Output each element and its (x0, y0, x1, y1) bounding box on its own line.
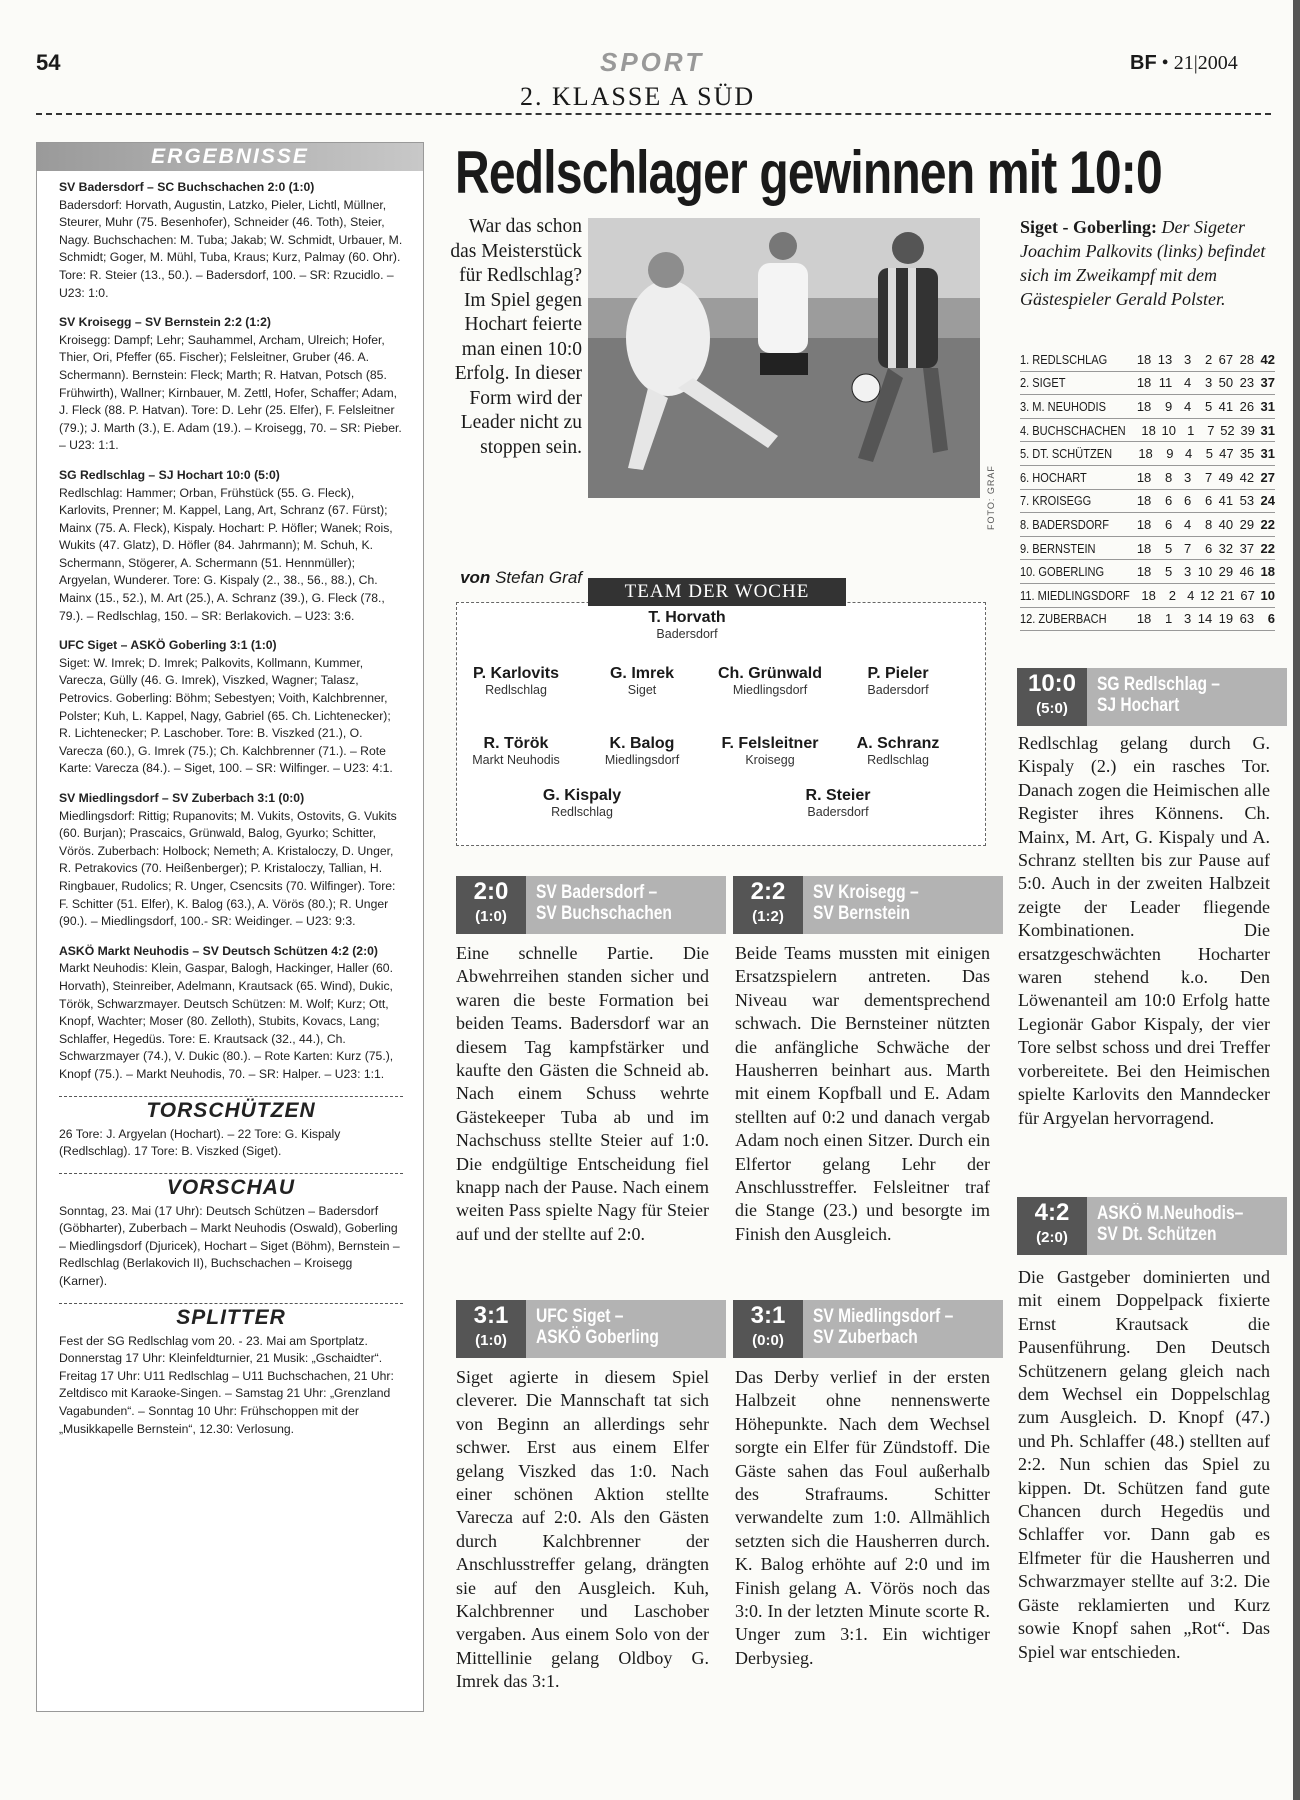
stat-cell: 32 (1218, 540, 1234, 556)
stat-cell: 63 (1239, 611, 1255, 627)
results-column (36, 142, 424, 1712)
byline-author: Stefan Graf (495, 568, 582, 587)
issue-separator: • (1161, 52, 1169, 74)
team-away: SV Buchschachen (536, 903, 672, 924)
stat-cell: 7 (1207, 422, 1215, 438)
stat-cell: 42 (1260, 351, 1276, 367)
stat-cell: 67 (1218, 351, 1234, 367)
standings-row (1020, 584, 1275, 608)
score: 3:1 (750, 1302, 786, 1329)
scorers-text: 26 Tore: J. Argyelan (Hochart). – 22 Tore: G. Kispaly (Redlschlag). 17 Tore: B. Viszked (Siget). (59, 1126, 341, 1159)
result-game-2 (59, 314, 403, 455)
results-heading: ERGEBNISSE (37, 143, 423, 171)
player-club: Redlschlag (867, 753, 929, 767)
team-name: 9. BERNSTEIN (1020, 540, 1096, 556)
score: 2:2 (750, 878, 786, 905)
game-details: Kroisegg: Dampf; Lehr; Sauhammel, Archam, Ulreich; Hofer, Thier, Ori, Pfeffer (65. Fischer); Felsleitner, Gruber (46. A. Schermann). Bernstein: Fleck; Marth; R. Hatvan, Potsch (85. Frühwirth), Wallner; Kirnbauer, M. Zettl, Hofer, Schaffer; Adam, J. Fleck (88. P. Hatvan). Tore: D. Lehr (25. Elfer), F. Felsleitner (79.); J. Marth (3.), E. Adam (19.). – Kroisegg, 70. – SR: Pieber. – U23: 1:1. (59, 332, 402, 453)
score-box (733, 876, 1003, 934)
stat-cell: 53 (1239, 493, 1255, 509)
stat-cell: 6 (1204, 493, 1213, 509)
standings-row (1020, 348, 1275, 372)
report-text: Beide Teams mussten mit einigen Ersatzspielern antreten. Das Niveau war dementsprechend schwach. Die Bernsteiner nützten die anfängliche Schwäche der Hausherren beinhart aus. Marth mit einem Kopfball und E. Adam stellten auf 0:2 und danach vergab Adam noch einen Sitzer. Durch ein Elfertor gelang Lehr der Anschlusstreffer. Felsleitner traf die Stange (23.) und besorgte im Finish den Ausgleich. (735, 943, 990, 1244)
stat-cell: 10 (1197, 564, 1213, 580)
stat-cell: 5 (1205, 446, 1213, 462)
stat-cell: 18 (1138, 446, 1153, 462)
section-title: SPORT (600, 47, 705, 77)
stat-cell: 40 (1218, 516, 1234, 532)
tow-player (451, 665, 581, 697)
stat-cell: 31 (1260, 422, 1276, 438)
intro-text: War das schon das Meisterstück für Redlschlag? Im Spiel gegen Hochart feierte man einen 10:0 Erfolg. In dieser Form wird der Leader nicht zu stoppen sein. (450, 216, 582, 458)
stat-cell: 4 (1184, 375, 1192, 391)
game-details: Markt Neuhodis: Klein, Gaspar, Balogh, Hackinger, Haller (60. Horvath), Steinreiber, Adelmann, Krautsack (65. Wind), Dukic, Török, Schwarzmayer. Deutsch Schützen: M. Wolf; Kurz; Ott, Knopf, Wachter; Moser (80. Zelloth), Stubits, Kovacs, Lang; Schlaffer, Hegedüs. Tore: E. Krautsack (32., 44.), Ch. Schwarzmayer (74.), V. Dukic (80.). – Rote Karten: Kurz (75.), Knopf (75.). – Markt Neuhodis, 70. – SR: Halper. – U23: 1:1. (59, 961, 394, 1081)
player-name: R. Török (483, 735, 549, 752)
team-name: 10. GOBERLING (1020, 564, 1105, 580)
report-text: Siget agierte in diesem Spiel cleverer. Die Mannschaft tat sich von Beginn an allerdings sehr schwer. Erst aus einem Elfer gelang Viszked das 1:0. Nach einer schönen Aktion stellte Varecza auf 2:0. Als den Gästen durch Kalchbrenner der Anschlusstreffer gelang, drängten sie auf den Ausgleich. Kuh, Kalchbrenner und Laschober vergaben. Aus einem Solo von der Mittellinie gelang Oldboy G. Imrek das 3:1. (456, 1367, 709, 1692)
player-club: Redlschlag (485, 683, 547, 697)
team-home: ASKÖ M.Neuhodis– (1097, 1203, 1244, 1224)
team-of-week (456, 602, 986, 846)
stat-cell: 8 (1165, 469, 1173, 485)
stat-cell: 4 (1184, 398, 1192, 414)
player-name: G. Imrek (609, 665, 675, 682)
stat-cell: 3 (1184, 351, 1192, 367)
player-name: R. Steier (805, 787, 871, 804)
player-club: Redlschlag (551, 805, 613, 819)
photo-credit: FOTO: GRAF (986, 465, 996, 530)
league-title: 2. KLASSE A SÜD (520, 82, 756, 111)
scorers-heading: TORSCHÜTZEN (59, 1096, 403, 1123)
game-title: SV Kroisegg – SV Bernstein 2:2 (1:2) (59, 315, 271, 330)
game-details: Redlschlag: Hammer; Orban, Frühstück (55. G. Fleck), Karlovits, Prenner; M. Kappel, Lang, Art, Schranz (67. Fürst); Mainx (75. A. Fleck), Kispaly. Hochart: P. Höfler; Wanek; Rois, Wukits (47. Glatz), D. Höfler (84. Jahrmann); M. Schuh, K. Schermann, Stögerer, A. Schermann (51. Hennmüller); Argyelan, Wunderer. Tore: G. Kispaly (2., 38., 56., 88.), Ch. Mainx (15., 52.), M. Art (25.), A. Schranz (39.), G. Fleck (78., 79.). – Redlschlag, 150. – SR: Berlakovich. – U23: 3:6. (59, 485, 393, 623)
team-name: 1. REDLSCHLAG (1020, 351, 1108, 367)
tow-player (773, 787, 903, 819)
stat-cell: 41 (1218, 398, 1234, 414)
tow-player (705, 735, 835, 767)
game-title: SV Badersdorf – SC Buchschachen 2:0 (1:0) (59, 180, 315, 194)
tow-player (705, 665, 835, 697)
stat-cell: 50 (1218, 375, 1234, 391)
stat-cell: 47 (1219, 446, 1234, 462)
game-details: Badersdorf: Horvath, Augustin, Latzko, Pieler, Lichtl, Müllner, Steurer, Muhr (75. Besenhofer), Schneider (46. Toth), Steier, Nagy. Buchschachen: M. Tuba; Jakab; W. Schmidt, Urbauer, M. Schmidt; Goger, M. Mühl, Tuba, Kraus; Kurz, Palmay (60. Ohr). Tore: R. Steier (13., 50.). – Badersdorf, 100. – SR: Rzucidlo. – U23: 1:0. (59, 197, 403, 300)
team-away: SV Dt. Schützen (1097, 1224, 1217, 1245)
stat-cell: 7 (1204, 469, 1213, 485)
standings-row (1020, 395, 1275, 419)
stat-cell: 3 (1184, 611, 1192, 627)
standings-row (1020, 419, 1275, 443)
issue-brand: BF (1130, 52, 1157, 74)
team-name: 6. HOCHART (1020, 469, 1087, 485)
stat-cell: 2 (1204, 351, 1213, 367)
stat-cell: 31 (1260, 446, 1276, 462)
report-text: Die Gastgeber dominierten und mit einem Doppelpack fixierte Ernst Krautsack die Pausenführung. Den Deutsch Schützenern gelang gleich nach dem Wechsel ein Doppelschlag zum Ausgleich. D. Knopf (47.) und Ph. Schlaffer (48.) stellten auf 2:2. Nun schien das Spiel zu kippen. Dt. Schützen fand gute Chancen durch Hegedüs und Schlaffer vor. Dann gab es Elfmeter für die Hausherren und Schwarzmayer stellte auf 3:2. Die Gäste reklamierten und Kurz sowie Knopf sahen „Rot“. Das Spiel war entschieden. (1018, 1267, 1270, 1662)
team-away: ASKÖ Goberling (536, 1327, 659, 1348)
game-details: Miedlingsdorf: Rittig; Rupanovits; M. Vukits, Ostovits, G. Vukits (60. Burjan); Prascaics, Grünwald, Balog, Gyurko; Schitter, Vörös. Zuberbach: Holbock; Nemeth; A. Kristaloczy, D. Unger, R. Petrakovics (70. Heißenberger); P. Kristaloczy, Tallian, H. Ringbauer, Rudolics; R. Unger, Csencsits (70. Wilfinger). Tore: F. Schitter (51. Elfer), K. Balog (63.), A. Vörös (80.); R. Unger (90.). – Miedlingsdorf, 100.- SR: Weidinger. – U23: 9:3. (59, 808, 397, 929)
stat-cell: 18 (1141, 422, 1156, 438)
stat-cell: 29 (1239, 516, 1255, 532)
team-name: 11. MIEDLINGSDORF (1020, 587, 1130, 603)
game-title: SV Miedlingsdorf – SV Zuberbach 3:1 (0:0) (59, 791, 305, 805)
player-name: P. Pieler (867, 665, 929, 682)
stat-cell: 10 (1260, 587, 1276, 603)
stat-cell: 18 (1141, 587, 1156, 603)
stat-cell: 1 (1165, 611, 1173, 627)
stat-cell: 19 (1218, 611, 1234, 627)
preview-heading: VORSCHAU (59, 1173, 403, 1200)
stat-cell: 22 (1260, 540, 1276, 556)
team-home: SV Badersdorf – (536, 882, 658, 903)
caption-text: Der Sigeter Joachim Palkovits (links) befindet sich im Zweikampf mit dem Gästespieler Gerald Polster. (1020, 217, 1266, 309)
page-edge (1293, 0, 1300, 1800)
score: 2:0 (473, 878, 509, 905)
stat-cell: 21 (1220, 587, 1235, 603)
stat-cell: 12 (1200, 587, 1215, 603)
stat-cell: 6 (1184, 493, 1192, 509)
player-name: Ch. Grünwald (718, 665, 822, 682)
stat-cell: 24 (1260, 493, 1276, 509)
stat-cell: 18 (1136, 398, 1152, 414)
stat-cell: 29 (1218, 564, 1234, 580)
stat-cell: 46 (1239, 564, 1255, 580)
stat-cell: 18 (1136, 540, 1152, 556)
halftime: (1:0) (475, 1332, 507, 1349)
page-number: 54 (36, 50, 61, 75)
score-box (456, 876, 726, 934)
standings-row (1020, 560, 1275, 584)
stat-cell: 28 (1239, 351, 1255, 367)
game-title: UFC Siget – ASKÖ Goberling 3:1 (1:0) (59, 638, 277, 653)
player-name: F. Felsleitner (721, 735, 819, 752)
stat-cell: 6 (1165, 493, 1173, 509)
stat-cell: 4 (1187, 587, 1195, 603)
player-name: K. Balog (609, 735, 675, 752)
stat-cell: 6 (1267, 611, 1276, 627)
result-game-5 (59, 790, 403, 931)
issue-number: 21|2004 (1173, 52, 1238, 74)
score-box (733, 1300, 1003, 1358)
teams (1097, 674, 1220, 716)
score: 3:1 (473, 1302, 509, 1329)
report-text: Eine schnelle Partie. Die Abwehrreihen standen sicher und waren die beste Formation bei beiden Teams. Badersdorf war an diesem Tag kampfstärker und kaufte den Gästen die Schneid ab. Nach einem Schuss wehrte Gästekeeper Tuba ab und im Nachschuss stellte Steier auf 1:0. Die endgültige Entscheidung fiel knapp nach der Pause. Nach einem weiten Pass spielte Nagy für Steier auf und der stellte auf 2:0. (456, 943, 709, 1244)
tow-player (833, 665, 963, 697)
halftime: (0:0) (752, 1332, 784, 1349)
byline (450, 568, 582, 588)
score-box (1017, 1197, 1287, 1255)
player-club: Miedlingsdorf (732, 683, 808, 697)
game-title: ASKÖ Markt Neuhodis – SV Deutsch Schützen 4:2 (2:0) (59, 943, 378, 958)
halftime: (1:2) (752, 908, 784, 925)
stat-cell: 18 (1260, 564, 1276, 580)
header-divider (36, 113, 1271, 115)
stat-cell: 7 (1184, 540, 1192, 556)
tow-player (451, 735, 581, 767)
standings-row (1020, 608, 1275, 632)
player-club: Miedlingsdorf (604, 753, 680, 767)
team-name: 8. BADERSDORF (1020, 516, 1110, 532)
stat-cell: 2 (1168, 587, 1176, 603)
tow-player (517, 787, 647, 819)
team-home: SV Kroisegg – (813, 882, 919, 903)
tow-player (607, 609, 767, 641)
result-game-1 (59, 179, 403, 302)
score: 10:0 (1027, 670, 1077, 697)
stat-cell: 18 (1136, 564, 1152, 580)
stat-cell: 6 (1165, 516, 1173, 532)
stat-cell: 14 (1197, 611, 1213, 627)
stat-cell: 3 (1204, 375, 1213, 391)
stat-cell: 6 (1204, 540, 1213, 556)
stat-cell: 27 (1260, 469, 1276, 485)
game-details: Siget: W. Imrek; D. Imrek; Palkovits, Kollmann, Kummer, Varecza, Gülly (46. G. Imrek), Viszked, Wagner; Talasz, Petrovics. Goberling: Böhm; Sebestyen; Voith, Kalchbrenner, Polster; Kuh, L. Kappel, Nagy, Gabriel (65. Ch. Lichtenecker); R. Lichtenecker; P. Laschober. Tore: B. Viszked (21.), O. Varecza (60.), G. Imrek (75.); Ch. Kalchbrenner (71.). – Rote Karte: Varecza (84.). – Siget, 100. – SR: Wilfinger. – U23: 4:1. (59, 655, 393, 776)
stat-cell: 41 (1218, 493, 1234, 509)
stat-cell: 31 (1260, 398, 1276, 414)
team-name: 12. ZUBERBACH (1020, 611, 1107, 627)
stat-cell: 39 (1240, 422, 1255, 438)
player-name: G. Kispaly (542, 787, 622, 804)
byline-von: von (460, 568, 491, 587)
stat-cell: 22 (1260, 516, 1276, 532)
report-text: Redlschlag gelang durch G. Kispaly (2.) ein rasches Tor. Danach zogen die Heimischen alle Register ihres Könnens. Ch. Mainx, M. Art, G. Kispaly und A. Schranz stellten bis zur Pause auf 5:0. Auch in der zweiten Halbzeit zeigte der Leader fliegende Kombinationen. Die ersatzgeschwächten Hocharter waren stehend k.o. Den Löwenanteil am 10:0 Erfolg hatte Legionär Gabor Kispaly, der vier Tore selbst schoss und drei Treffer vorbereitete. Bei den Heimischen spielte Karlovits den Manndecker für Argyelan hervorragend. (1018, 733, 1270, 1128)
stat-cell: 9 (1166, 446, 1174, 462)
stat-cell: 11 (1158, 375, 1173, 391)
score-box (456, 1300, 726, 1358)
stat-cell: 18 (1136, 469, 1152, 485)
caption-match: Siget - Goberling: (1020, 217, 1157, 237)
stat-cell: 9 (1165, 398, 1173, 414)
team-away: SJ Hochart (1097, 695, 1180, 716)
stat-cell: 4 (1184, 516, 1192, 532)
stat-cell: 26 (1239, 398, 1255, 414)
splitter-text: Fest der SG Redlschlag vom 20. - 23. Mai am Sportplatz. Donnerstag 17 Uhr: Kleinfeldturnier, 21 Musik: „Gschaidter“. Freitag 17 Uhr: U11 Redlschlag – U11 Buchschachen, 21 Uhr: Zeltdisco mit Karaoke-Singen. – Samstag 21 Uhr: „Grenzland Vagabunden“. – Sonntag 10 Uhr: Frühschoppen mit der „Musikkapelle Bernstein“, 12.30: Verlosung. (59, 1333, 394, 1436)
teams (536, 1306, 659, 1348)
team-name: 7. KROISEGG (1020, 493, 1092, 509)
stat-cell: 23 (1239, 375, 1255, 391)
report-text: Das Derby verlief in der ersten Halbzeit ohne nennenswerte Höhepunkte. Nach dem Wechsel sorgte ein Elfer für Zündstoff. Die Gäste sahen das Foul außerhalb des Strafraums. Schitter verwandelte zum 1:0. Allmählich setzten sich die Hausherren durch. K. Balog erhöhte auf 2:0 und im Finish gelang A. Vörös noch das 3:0. In der letzten Minute scorte R. Unger zum 3:1. Ein wichtiger Derbysieg. (735, 1367, 990, 1668)
photo-caption (1020, 215, 1275, 311)
team-name: 4. BUCHSCHACHEN (1020, 422, 1126, 438)
tow-player (577, 735, 707, 767)
teams (813, 1306, 953, 1348)
halftime: (1:0) (475, 908, 507, 925)
stat-cell: 1 (1187, 422, 1195, 438)
standings-row (1020, 372, 1275, 396)
player-club: Markt Neuhodis (472, 753, 560, 767)
team-home: SV Miedlingsdorf – (813, 1306, 954, 1327)
standings-row (1020, 466, 1275, 490)
player-club: Badersdorf (656, 627, 718, 641)
stat-cell: 8 (1204, 516, 1213, 532)
stat-cell: 5 (1204, 398, 1213, 414)
stat-cell: 37 (1260, 375, 1276, 391)
stat-cell: 35 (1239, 446, 1255, 462)
team-of-week-title: TEAM DER WOCHE (588, 578, 846, 606)
teams (1097, 1203, 1243, 1245)
teams (813, 882, 919, 924)
stat-cell: 10 (1161, 422, 1176, 438)
standings-row (1020, 537, 1275, 561)
result-game-4 (59, 637, 403, 778)
player-club: Badersdorf (807, 805, 869, 819)
team-home: UFC Siget – (536, 1306, 624, 1327)
player-name: T. Horvath (648, 609, 726, 626)
stat-cell: 37 (1239, 540, 1255, 556)
score: 4:2 (1034, 1199, 1070, 1226)
preview-text: Sonntag, 23. Mai (17 Uhr): Deutsch Schützen – Badersdorf (Göbharter), Zuberbach – Markt Neuhodis (Oswald), Goberling – Miedlingsdorf (Djuricek), Hochart – Siget (Böhm), Bernstein – Redlschlag (Berlakovich II), Buchschachen – Kroisegg (Karner). (59, 1203, 400, 1289)
headline: Redlschlager gewinnen mit 10:0 (455, 139, 1162, 206)
standings-table (1020, 348, 1275, 631)
stat-cell: 5 (1165, 564, 1173, 580)
stat-cell: 52 (1220, 422, 1235, 438)
stat-cell: 18 (1136, 351, 1152, 367)
stat-cell: 4 (1185, 446, 1193, 462)
player-name: A. Schranz (856, 735, 940, 752)
team-name: 3. M. NEUHODIS (1020, 398, 1106, 414)
player-name: P. Karlovits (473, 665, 559, 682)
stat-cell: 5 (1165, 540, 1173, 556)
stat-cell: 18 (1136, 493, 1152, 509)
team-name: 5. DT. SCHÜTZEN (1020, 446, 1113, 462)
stat-cell: 3 (1184, 469, 1192, 485)
score-box (1017, 668, 1287, 726)
standings-row (1020, 442, 1275, 466)
result-game-3 (59, 467, 403, 625)
team-name: 2. SIGET (1020, 375, 1066, 391)
player-club: Kroisegg (745, 753, 795, 767)
stat-cell: 18 (1136, 611, 1152, 627)
splitter-heading: SPLITTER (59, 1303, 403, 1330)
tow-player (833, 735, 963, 767)
stat-cell: 18 (1136, 375, 1152, 391)
stat-cell: 42 (1239, 469, 1255, 485)
tow-player (577, 665, 707, 697)
stat-cell: 49 (1218, 469, 1234, 485)
stat-cell: 13 (1157, 351, 1173, 367)
halftime: (2:0) (1036, 1229, 1068, 1246)
halftime: (5:0) (1036, 700, 1068, 717)
team-away: SV Zuberbach (813, 1327, 918, 1348)
team-away: SV Bernstein (813, 903, 910, 924)
stat-cell: 18 (1136, 516, 1152, 532)
stat-cell: 67 (1240, 587, 1255, 603)
issue-info (1130, 52, 1238, 75)
standings-row (1020, 490, 1275, 514)
match-photo (588, 218, 980, 498)
player-club: Siget (627, 683, 657, 697)
photo-illustration (588, 218, 980, 498)
game-title: SG Redlschlag – SJ Hochart 10:0 (5:0) (59, 467, 280, 482)
stat-cell: 3 (1184, 564, 1192, 580)
standings-row (1020, 513, 1275, 537)
player-club: Badersdorf (867, 683, 929, 697)
result-game-6 (59, 943, 403, 1084)
team-home: SG Redlschlag – (1097, 674, 1220, 695)
teams (536, 882, 672, 924)
